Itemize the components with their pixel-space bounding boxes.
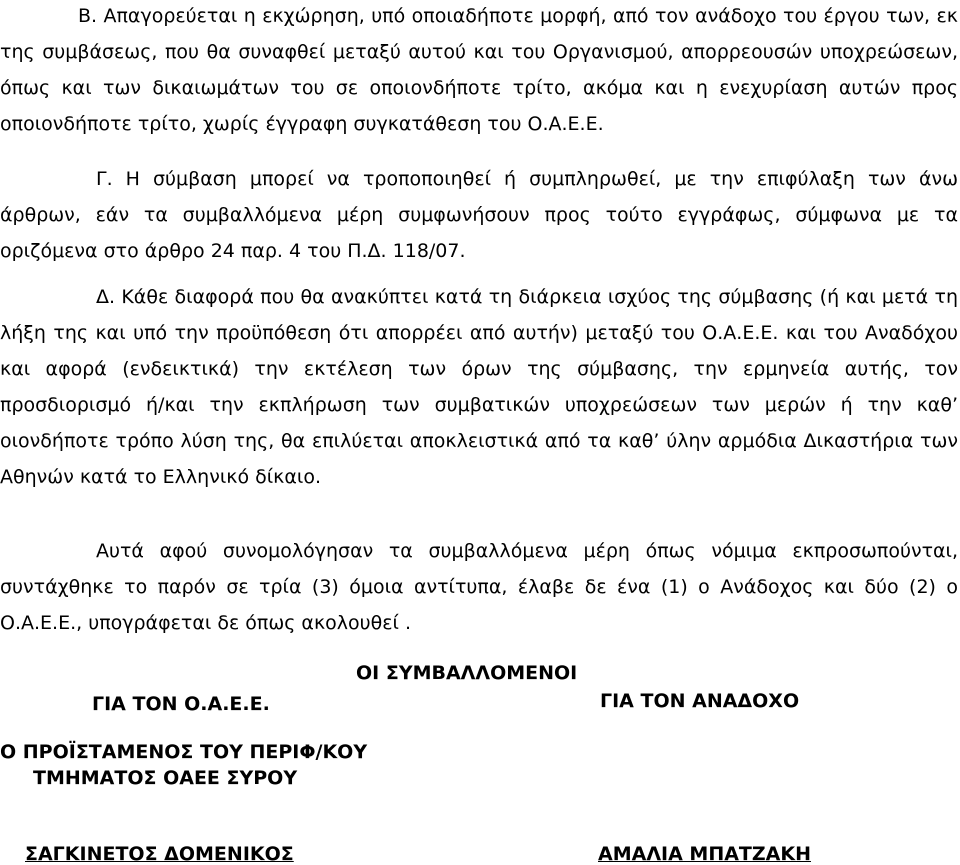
closing-paragraph: Αυτά αφού συνομολόγησαν τα συμβαλλόμενα μέρη όπως νόμιμα εκπροσωπούνται, συντάχθηκε το παρόν σε τρία (3) όμοια αντίτυπα, έλαβε δε ένα (1) ο Ανάδοχος και δύο (2) ο Ο.Α.Ε.Ε., υπογράφεται δε όπως ακολουθεί . xyxy=(0,540,958,634)
signatures-heading: ΟΙ ΣΥΜΒΑΛΛΟΜΕΝΟΙ xyxy=(356,662,578,684)
clause-d-paragraph: Δ. Κάθε διαφορά που θα ανακύπτει κατά τη διάρκεια ισχύος της σύμβασης (ή και μετά τη λήξη της και υπό την προϋπόθεση ότι απορρέει από αυτήν) μεταξύ του Ο.Α.Ε.Ε. και του Αναδόχου και αφορά (ενδεικτικά) την εκτέλεση των όρων της σύμβασης, την ερμηνεία αυτής, τον προσδιορισμό ή/και την εκπλήρωση των συμβατικών υποχρεώσεων των μερών ή την καθ’ οιονδήποτε τρόπο λύση της, θα επιλύεται αποκλειστικά από τα καθ’ ύλην αρμόδια Δικαστήρια των Αθηνών κατά το Ελληνικό δίκαιο. xyxy=(0,286,958,488)
left-party-role-line2: ΤΜΗΜΑΤΟΣ ΟΑΕΕ ΣΥΡΟΥ xyxy=(33,767,298,789)
left-party-org: ΓΙΑ ΤΟΝ Ο.Α.Ε.Ε. xyxy=(92,693,270,715)
left-party-role-line1: Ο ΠΡΟΪΣΤΑΜΕΝΟΣ ΤΟΥ ΠΕΡΙΦ/ΚΟΥ xyxy=(0,741,368,763)
clause-b-paragraph: Β. Απαγορεύεται η εκχώρηση, υπό οποιαδήποτε μορφή, από τον ανάδοχο του έργου των, εκ της συμβάσεως, που θα συναφθεί μεταξύ αυτού και του Οργανισμού, απορρεουσών υποχρεώσεων, όπως και των δικαιωμάτων του σε οποιονδήποτε τρίτο, ακόμα και η ενεχυρίαση αυτών προς οποιονδήποτε τρίτο, χωρίς έγγραφη συγκατάθεση του Ο.Α.Ε.Ε. xyxy=(0,5,958,135)
left-signatory-name: ΣΑΓΚΙΝΕΤΟΣ ΔΟΜΕΝΙΚΟΣ xyxy=(25,843,294,865)
clause-g-paragraph: Γ. Η σύμβαση μπορεί να τροποποιηθεί ή συμπληρωθεί, με την επιφύλαξη των άνω άρθρων, εάν τα συμβαλλόμενα μέρη συμφωνήσουν προς τούτο εγγράφως, σύμφωνα με τα οριζόμενα στο άρθρο 24 παρ. 4 του Π.Δ. 118/07. xyxy=(0,168,958,262)
right-signatory-name: ΑΜΑΛΙΑ ΜΠΑΤΖΑΚΗ xyxy=(598,843,811,865)
right-party-org: ΓΙΑ ΤΟΝ ΑΝΑΔΟΧΟ xyxy=(600,690,800,712)
